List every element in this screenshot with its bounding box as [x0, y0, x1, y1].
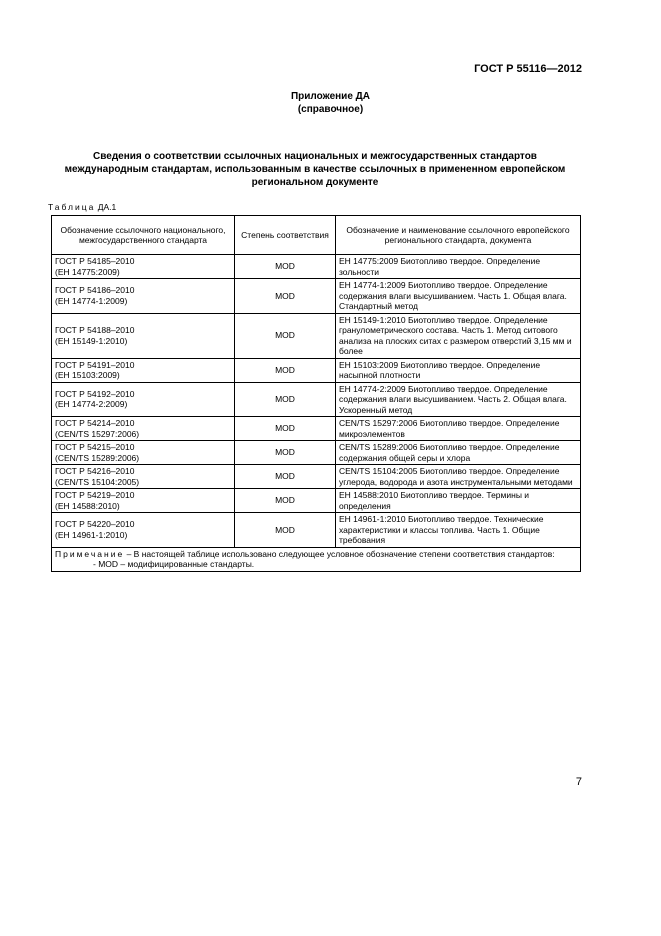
national-standard-line: ГОСТ Р 54191–2010: [55, 359, 135, 370]
table-row: [52, 255, 581, 279]
national-standard-line: (CEN/TS 15297:2006): [55, 428, 140, 439]
cell-degree: MOD: [235, 313, 336, 358]
national-standard-line: (ЕН 14774-2:2009): [55, 399, 128, 410]
table-note: [52, 547, 581, 571]
cell-degree: MOD: [235, 441, 336, 465]
cell-national-standard: [52, 279, 235, 314]
table-header-row: [52, 216, 581, 255]
table-row: [52, 489, 581, 513]
cell-national-standard: [52, 513, 235, 548]
cell-national-standard: [52, 358, 235, 382]
table-row: [52, 313, 581, 358]
national-standard-line: (ЕН 14588:2010): [55, 500, 120, 511]
cell-european-standard: CEN/TS 15104:2005 Биотопливо твердое. Определение углерода, водорода и азота инструментальными методами: [336, 465, 581, 489]
national-standard-line: (CEN/TS 15104:2005): [55, 476, 140, 487]
cell-european-standard: CEN/TS 15289:2006 Биотопливо твердое. Определение содержания общей серы и хлора: [336, 441, 581, 465]
national-standard-line: ГОСТ Р 54192–2010: [55, 388, 135, 399]
national-standard-line: (ЕН 15103:2009): [55, 370, 120, 380]
table-row: [52, 417, 581, 441]
cell-degree: MOD: [235, 417, 336, 441]
document-code: ГОСТ Р 55116—2012: [474, 63, 582, 75]
note-item: - MOD – модифицированные стандарты.: [93, 559, 255, 569]
cell-national-standard: [52, 465, 235, 489]
column-header-degree: Степень соответствия: [235, 216, 336, 255]
national-standard-line: (ЕН 14961-1:2010): [55, 529, 128, 540]
note-row: [52, 547, 581, 571]
annex-name: Приложение ДА: [290, 91, 371, 102]
page-number: 7: [575, 776, 582, 788]
cell-national-standard: [52, 255, 235, 279]
national-standard-line: ГОСТ Р 54216–2010: [55, 466, 135, 476]
cell-degree: MOD: [235, 382, 336, 417]
cell-degree: MOD: [235, 255, 336, 279]
table-caption-number: ДА.1: [97, 202, 117, 212]
note-text: [55, 549, 577, 560]
table-row: [52, 465, 581, 489]
table-row: [52, 513, 581, 548]
column-header-european: Обозначение и наименование ссылочного европейского регионального стандарта, документа: [336, 216, 581, 255]
cell-european-standard: ЕН 15103:2009 Биотопливо твердое. Определение насыпной плотности: [336, 358, 581, 382]
cell-degree: MOD: [235, 513, 336, 548]
cell-european-standard: ЕН 14588:2010 Биотопливо твердое. Термины и определения: [336, 489, 581, 513]
cell-european-standard: ЕН 14961-1:2010 Биотопливо твердое. Технические характеристики и классы топлива. Часть 1. Общие требования: [336, 513, 581, 548]
national-standard-line: ГОСТ Р 54185–2010: [55, 256, 135, 266]
table-caption: [48, 202, 116, 212]
national-standard-line: (ЕН 14775:2009): [55, 266, 120, 277]
national-standard-line: (ЕН 15149-1:2010): [55, 335, 128, 346]
note-body: – В настоящей таблице использовано следующее условное обозначение степени соответствия стандартов:: [126, 548, 555, 559]
cell-degree: MOD: [235, 279, 336, 314]
national-standard-line: ГОСТ Р 54220–2010: [55, 519, 135, 530]
cell-national-standard: [52, 441, 235, 465]
cell-national-standard: [52, 382, 235, 417]
national-standard-line: ГОСТ Р 54214–2010: [55, 418, 135, 428]
annex-title: [0, 90, 661, 116]
reference-table: [51, 215, 581, 572]
note-label: Примечание: [55, 548, 125, 559]
table-caption-prefix: Таблица: [48, 202, 96, 212]
cell-european-standard: ЕН 15149-1:2010 Биотопливо твердое. Определение гранулометрического состава. Часть 1. Метод ситового анализа на плоских ситах с размером отверстий 3,15 мм и более: [336, 313, 581, 358]
cell-european-standard: CEN/TS 15297:2006 Биотопливо твердое. Определение микроэлементов: [336, 417, 581, 441]
national-standard-line: ГОСТ Р 54186–2010: [55, 285, 135, 296]
cell-european-standard: ЕН 14774-2:2009 Биотопливо твердое. Определение содержания влаги высушиванием. Часть 2. Общая влага. Ускоренный метод: [336, 382, 581, 417]
national-standard-line: (ЕН 14774-1:2009): [55, 295, 128, 306]
national-standard-line: ГОСТ Р 54215–2010: [55, 442, 135, 452]
national-standard-line: ГОСТ Р 54188–2010: [55, 325, 135, 335]
national-standard-line: ГОСТ Р 54219–2010: [55, 490, 135, 500]
table-row: [52, 382, 581, 417]
cell-national-standard: [52, 313, 235, 358]
cell-degree: MOD: [235, 358, 336, 382]
column-header-national: Обозначение ссылочного национального, межгосударственного стандарта: [52, 216, 235, 255]
cell-european-standard: ЕН 14775:2009 Биотопливо твердое. Определение зольности: [336, 255, 581, 279]
cell-national-standard: [52, 417, 235, 441]
cell-european-standard: ЕН 14774-1:2009 Биотопливо твердое. Определение содержания влаги высушиванием. Часть 1. Общая влага. Стандартный метод: [336, 279, 581, 314]
table-row: [52, 358, 581, 382]
annex-subtitle: (справочное): [297, 104, 364, 115]
cell-degree: MOD: [235, 489, 336, 513]
section-heading: Сведения о соответствии ссылочных национальных и межгосударственных стандартов международным стандартам, использованным в качестве ссылочных в примененном европейском региональном документе: [64, 151, 566, 188]
cell-degree: MOD: [235, 465, 336, 489]
table-row: [52, 441, 581, 465]
national-standard-line: (CEN/TS 15289:2006): [55, 452, 140, 463]
table-row: [52, 279, 581, 314]
cell-national-standard: [52, 489, 235, 513]
